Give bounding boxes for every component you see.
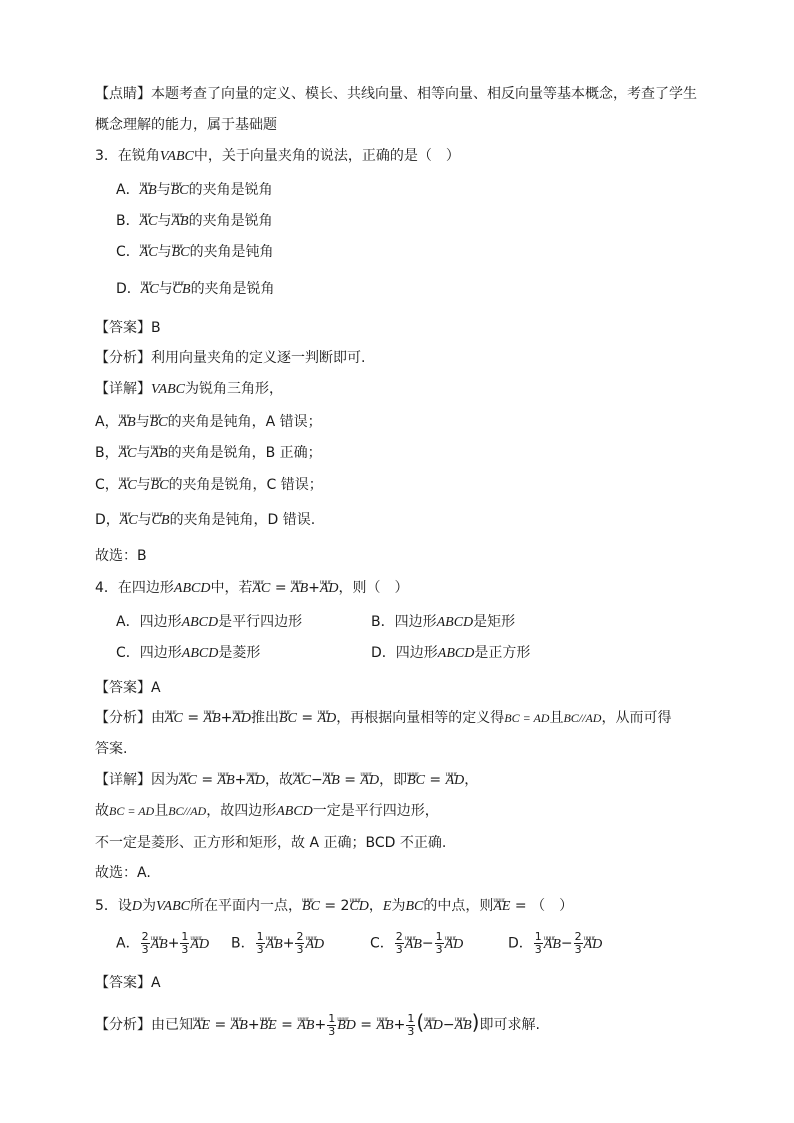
vector: uuur AB [266, 935, 283, 955]
q4-analysis [95, 708, 671, 729]
math-op: − [560, 935, 573, 952]
math-op: + [314, 1017, 327, 1033]
q5-option-a [116, 931, 209, 956]
numerator: 1 [256, 930, 264, 943]
math-expr: BC = AD [109, 804, 155, 818]
analysis-tag: 【分析】 [95, 710, 151, 726]
quad-name: ABCD [437, 646, 475, 661]
vector: uuur AD [190, 935, 209, 955]
math-op: + [234, 772, 247, 788]
vector: uuur AD [318, 709, 337, 729]
denominator: 3 [407, 1024, 415, 1038]
q5-option-b [231, 931, 324, 956]
vector: uuur AC [252, 579, 270, 599]
triangle-name: VABC [159, 149, 194, 164]
vector: uuur AC [140, 212, 158, 232]
q3-detail-a [95, 412, 322, 433]
note-tag: 【点睛】 [95, 86, 151, 102]
vector: uuur BE [260, 1016, 277, 1036]
q3-detail-b [95, 443, 322, 464]
detail-text: 的夹角是锐角，C 错误； [168, 477, 323, 493]
question-number: 5．设 [95, 898, 132, 914]
denominator: 3 [256, 943, 264, 956]
math-expr: BC//AD [168, 804, 207, 818]
detail-text: 故 [95, 803, 109, 819]
math-op: = [210, 1017, 231, 1033]
denominator: 3 [574, 943, 582, 956]
option-label: C．四边形 [116, 645, 182, 661]
fraction [256, 931, 265, 956]
vector: uuur BC [151, 476, 169, 496]
question-text: 的中点，则 [423, 898, 494, 914]
option-text: 的夹角是锐角 [190, 281, 275, 297]
math-op: = [276, 1017, 298, 1033]
denominator: 3 [534, 943, 542, 956]
numerator: 1 [534, 930, 542, 943]
analysis-tag: 【分析】 [95, 1017, 151, 1033]
denominator: 3 [435, 943, 443, 956]
option-label: B． [231, 935, 255, 952]
vector: uuur BD [337, 1016, 356, 1036]
vector: uuur AE [193, 1016, 210, 1036]
q4-choose: 故选：A. [95, 865, 151, 881]
answer-tag: 【答案】 [95, 320, 151, 336]
vector: uuur CB [152, 511, 170, 531]
vector: uuur AD [424, 1016, 443, 1036]
fraction [295, 931, 304, 956]
question-number: 3．在锐角 [95, 148, 160, 164]
quad-name: ABCD [181, 615, 219, 630]
detail-text: ，即 [379, 772, 408, 788]
fraction [327, 1013, 336, 1038]
vector: uuur AD [445, 935, 464, 955]
option-label: C． [116, 244, 140, 260]
q3-option-b [116, 211, 273, 232]
option-label: B．四边形 [371, 614, 437, 630]
q3-option-a [116, 180, 273, 201]
note-paragraph [95, 84, 697, 104]
vector: uuur BC [279, 709, 297, 729]
math-op: − [421, 935, 434, 952]
detail-text: ， [464, 772, 479, 788]
math-expr: BC = AD [504, 711, 550, 725]
q4-option-b [371, 612, 515, 633]
option-text: 与 [156, 182, 171, 198]
vector: uuur BC [172, 243, 190, 263]
detail-text: 因为 [151, 772, 179, 788]
paren-close: ) [471, 1010, 480, 1034]
point-name: D [131, 899, 143, 914]
question-text: 为 [391, 898, 406, 914]
math-op: = 2 [319, 898, 350, 914]
detail-label: B， [95, 445, 119, 461]
vector: uuur AB [151, 935, 168, 955]
quad-name: ABCD [276, 804, 313, 819]
point-name: E [382, 899, 392, 914]
analysis-text: 由已知 [151, 1017, 193, 1033]
vector: uuur AD [360, 771, 379, 791]
q3-option-c [116, 242, 274, 263]
option-label: C． [370, 935, 394, 952]
question-text: ，则（ ） [338, 580, 409, 596]
vector: uuur AB [455, 1016, 472, 1036]
option-label: D． [508, 935, 533, 952]
detail-text: 与 [135, 414, 150, 430]
question-text: 中，关于向量夹角的说法，正确的是（ ） [193, 148, 460, 164]
analysis-text: 且 [549, 710, 564, 726]
vector: uuur AE [493, 897, 510, 917]
vector: uuur AB [544, 935, 561, 955]
q5-option-d [508, 931, 602, 956]
option-text: 与 [157, 244, 172, 260]
vector: uuur AC [165, 709, 183, 729]
analysis-text: 即可求解. [479, 1017, 540, 1033]
numerator: 1 [407, 1011, 415, 1025]
detail-tag: 【详解】 [95, 772, 151, 788]
vector: uuur AC [293, 771, 311, 791]
vector: uuur AB [140, 181, 157, 201]
vector: uuur AD [584, 935, 603, 955]
fraction [435, 931, 444, 956]
detail-label: A， [95, 414, 119, 430]
segment-name: BC [405, 899, 424, 914]
numerator: 1 [181, 930, 189, 943]
vector: uuur AC [120, 511, 138, 531]
numerator: 2 [395, 930, 403, 943]
option-text: 与 [157, 213, 172, 229]
vector: uuur AD [246, 771, 265, 791]
option-text: 是正方形 [474, 645, 531, 661]
answer-value: B [151, 320, 161, 336]
q5-answer [95, 973, 161, 993]
q3-option-d [116, 279, 275, 300]
option-label: A． [116, 935, 140, 952]
math-op: + [220, 710, 233, 726]
detail-text: 为锐角三角形， [184, 381, 283, 397]
quad-name: ABCD [181, 646, 219, 661]
quad-name: ABCD [436, 615, 474, 630]
detail-text: ，故 [265, 772, 294, 788]
math-op: − [442, 1017, 455, 1033]
vector: uuur AB [151, 444, 168, 464]
vector: uuur AC [179, 771, 197, 791]
q3-answer [95, 318, 161, 338]
vector: uuur AB [323, 771, 340, 791]
detail-text: 的夹角是钝角，D 错误. [169, 512, 316, 528]
math-op: + [393, 1017, 406, 1033]
numerator: 2 [141, 930, 149, 943]
vector: uuur AC [119, 476, 137, 496]
math-op: + [282, 935, 295, 952]
vector: uuur CB [173, 280, 191, 300]
vector: uuur AC [141, 280, 159, 300]
option-text: 的夹角是锐角 [188, 213, 273, 229]
note-text: 本题考查了向量的定义、模长、共线向量、相等向量、相反向量等基本概念，考查了学生 [151, 86, 697, 102]
fraction [534, 931, 543, 956]
question-text: 为 [142, 898, 157, 914]
detail-tag: 【详解】 [95, 381, 151, 397]
detail-text: 一定是平行四边形， [312, 803, 439, 819]
q5-analysis [95, 1012, 540, 1038]
q4-detail-line2 [95, 801, 439, 822]
denominator: 3 [328, 1024, 336, 1038]
question-3-stem [95, 146, 460, 167]
detail-label: C， [95, 477, 119, 493]
answer-tag: 【答案】 [95, 680, 151, 696]
denominator: 3 [141, 943, 149, 956]
vector: uuur AB [172, 212, 189, 232]
option-label: A．四边形 [116, 614, 182, 630]
denominator: 3 [181, 943, 189, 956]
math-expr: BC//AD [563, 711, 602, 725]
vector: uuur BC [302, 897, 320, 917]
numerator: 2 [574, 930, 582, 943]
math-op: + [167, 935, 180, 952]
analysis-text: 利用向量夹角的定义逐一判断即可. [151, 350, 366, 366]
q4-detail-line3: 不一定是菱形、正方形和矩形，故 A 正确；BCD 不正确. [95, 835, 447, 851]
detail-label: D， [95, 512, 120, 528]
vector: uuur AD [232, 709, 251, 729]
math-op: = [355, 1017, 377, 1033]
denominator: 3 [296, 943, 304, 956]
numerator: 1 [328, 1011, 336, 1025]
fraction [406, 1013, 415, 1038]
q4-detail [95, 770, 478, 791]
q3-detail [95, 379, 283, 400]
fraction [141, 931, 150, 956]
vector: uuur AD [305, 935, 324, 955]
vector: uuur BC [150, 413, 168, 433]
vector: uuur AB [218, 771, 235, 791]
analysis-text: 推出 [251, 710, 280, 726]
vector: uuur AC [119, 444, 137, 464]
denominator: 3 [395, 943, 403, 956]
option-text: 的夹角是钝角 [189, 244, 274, 260]
vector: uuur AD [446, 771, 465, 791]
q4-option-d [371, 643, 530, 664]
option-text: 的夹角是锐角 [188, 182, 273, 198]
vector: uuur CD [349, 897, 368, 917]
detail-text: 的夹角是钝角，A 错误； [167, 414, 322, 430]
q3-analysis [95, 348, 365, 368]
question-text: 所在平面内一点， [190, 898, 303, 914]
option-label: D．四边形 [371, 645, 438, 661]
vector: uuur AB [119, 413, 136, 433]
vector: uuur AB [405, 935, 422, 955]
q3-detail-c [95, 475, 323, 496]
q3-choose: 故选：B [95, 548, 147, 564]
question-4-stem [95, 578, 409, 599]
detail-text: 与 [136, 477, 151, 493]
math-op: − [310, 772, 323, 788]
vector: uuur AB [204, 709, 221, 729]
option-label: B． [116, 213, 140, 229]
fraction [574, 931, 583, 956]
option-text: 是平行四边形 [218, 614, 303, 630]
note-paragraph-cont: 概念理解的能力，属于基础题 [95, 117, 277, 133]
triangle-name: VABC [151, 382, 185, 397]
detail-text: 与 [136, 445, 151, 461]
math-op: = [196, 772, 218, 788]
numerator: 2 [296, 930, 304, 943]
math-op: = [296, 710, 318, 726]
math-op: + [308, 580, 320, 596]
option-label: A． [116, 182, 140, 198]
vector: uuur AB [297, 1016, 314, 1036]
triangle-name: VABC [156, 899, 191, 914]
option-text: 与 [158, 281, 173, 297]
vector: uuur AB [377, 1016, 394, 1036]
answer-value: A [151, 680, 161, 696]
fraction [395, 931, 404, 956]
answer-value: A [151, 975, 161, 991]
question-number: 4．在四边形 [95, 580, 174, 596]
question-5-stem [95, 896, 573, 917]
vector: uuur AB [291, 579, 308, 599]
q3-detail-d [95, 510, 315, 531]
vector: uuur BC [171, 181, 189, 201]
numerator: 1 [435, 930, 443, 943]
math-op: = [339, 772, 361, 788]
q4-option-a [116, 612, 302, 633]
math-op: = [424, 772, 446, 788]
fraction [180, 931, 189, 956]
vector: uuur BC [407, 771, 425, 791]
vector: uuur AD [320, 579, 339, 599]
q4-option-c [116, 643, 260, 664]
analysis-text: 由 [151, 710, 165, 726]
option-text: 是矩形 [473, 614, 516, 630]
math-op: + [247, 1017, 260, 1033]
q4-analysis-cont: 答案. [95, 741, 128, 757]
question-text: = （ ） [510, 898, 574, 914]
q4-answer [95, 678, 161, 698]
option-text: 是菱形 [218, 645, 261, 661]
math-op: = [182, 710, 204, 726]
quad-name: ABCD [173, 581, 211, 596]
q5-option-c [370, 931, 463, 956]
vector: uuur AB [231, 1016, 248, 1036]
detail-text: 的夹角是锐角，B 正确； [167, 445, 322, 461]
detail-text: ，故四边形 [206, 803, 277, 819]
question-text: ， [368, 898, 383, 914]
paren-open: ( [416, 1010, 425, 1034]
analysis-text: ，从而可得 [601, 710, 672, 726]
analysis-text: ，再根据向量相等的定义得 [336, 710, 505, 726]
answer-tag: 【答案】 [95, 975, 151, 991]
option-label: D． [116, 281, 141, 297]
question-text: 中，若 [210, 580, 253, 596]
detail-text: 与 [137, 512, 152, 528]
detail-text: 且 [154, 803, 169, 819]
analysis-tag: 【分析】 [95, 350, 151, 366]
math-op: = [270, 580, 292, 596]
vector: uuur AC [140, 243, 158, 263]
